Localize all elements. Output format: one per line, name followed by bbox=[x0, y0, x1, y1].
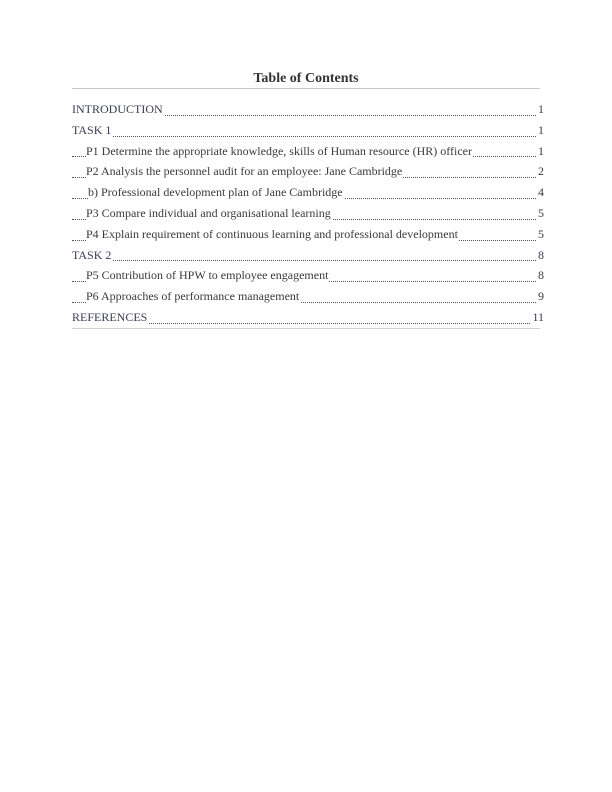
toc-entry-label: P4 Explain requirement of continuous learning and professional development bbox=[86, 226, 458, 241]
toc-entry-task-2[interactable] bbox=[72, 245, 544, 266]
toc-entry-page: 4 bbox=[537, 182, 544, 203]
toc-entry-task-1[interactable] bbox=[72, 120, 544, 141]
dot-leader bbox=[72, 136, 540, 137]
title-divider bbox=[72, 88, 540, 89]
toc-entry-label: P1 Determine the appropriate knowledge, skills of Human resource (HR) officer bbox=[86, 143, 472, 158]
toc-entry-page: 2 bbox=[537, 161, 544, 182]
toc-entry-page: 1 bbox=[537, 99, 544, 120]
toc-entry-p4[interactable] bbox=[72, 224, 544, 245]
toc-entry-references[interactable] bbox=[72, 307, 544, 329]
toc-entry-page: 8 bbox=[537, 245, 544, 266]
toc-entry-label: P6 Approaches of performance management bbox=[86, 289, 300, 304]
toc-entry-label: TASK 2 bbox=[72, 247, 112, 262]
toc-entry-p3[interactable] bbox=[72, 203, 544, 224]
toc-entry-b[interactable] bbox=[72, 182, 544, 203]
toc-entry-page: 8 bbox=[537, 265, 544, 286]
dot-leader bbox=[72, 260, 540, 261]
toc-entry-page: 5 bbox=[537, 224, 544, 245]
toc-entry-p6[interactable] bbox=[72, 286, 544, 307]
toc-entry-label: P5 Contribution of HPW to employee engagement bbox=[86, 268, 329, 283]
toc-entry-introduction[interactable] bbox=[72, 99, 544, 120]
toc-entry-p1[interactable] bbox=[72, 141, 544, 162]
toc-entry-label: INTRODUCTION bbox=[72, 102, 163, 116]
toc-entry-label: TASK 1 bbox=[72, 122, 112, 137]
toc-entry-page: 11 bbox=[531, 307, 544, 328]
toc-entry-page: 1 bbox=[537, 141, 544, 162]
toc-entry-label: P3 Compare individual and organisational learning bbox=[86, 205, 331, 220]
toc-entry-page: 9 bbox=[537, 286, 544, 307]
toc-entry-label: REFERENCES bbox=[72, 309, 148, 324]
toc-entry-label: P2 Analysis the personnel audit for an employee: Jane Cambridge bbox=[86, 164, 403, 179]
toc-entry-page: 5 bbox=[537, 203, 544, 224]
toc-entry-label: b) Professional development plan of Jane Cambridge bbox=[88, 185, 343, 200]
toc-title: Table of Contents bbox=[253, 71, 359, 86]
toc-entry-page: 1 bbox=[537, 120, 544, 141]
toc-entry-p5[interactable] bbox=[72, 265, 544, 286]
toc-entry-p2[interactable] bbox=[72, 161, 544, 182]
toc-list bbox=[72, 99, 544, 329]
